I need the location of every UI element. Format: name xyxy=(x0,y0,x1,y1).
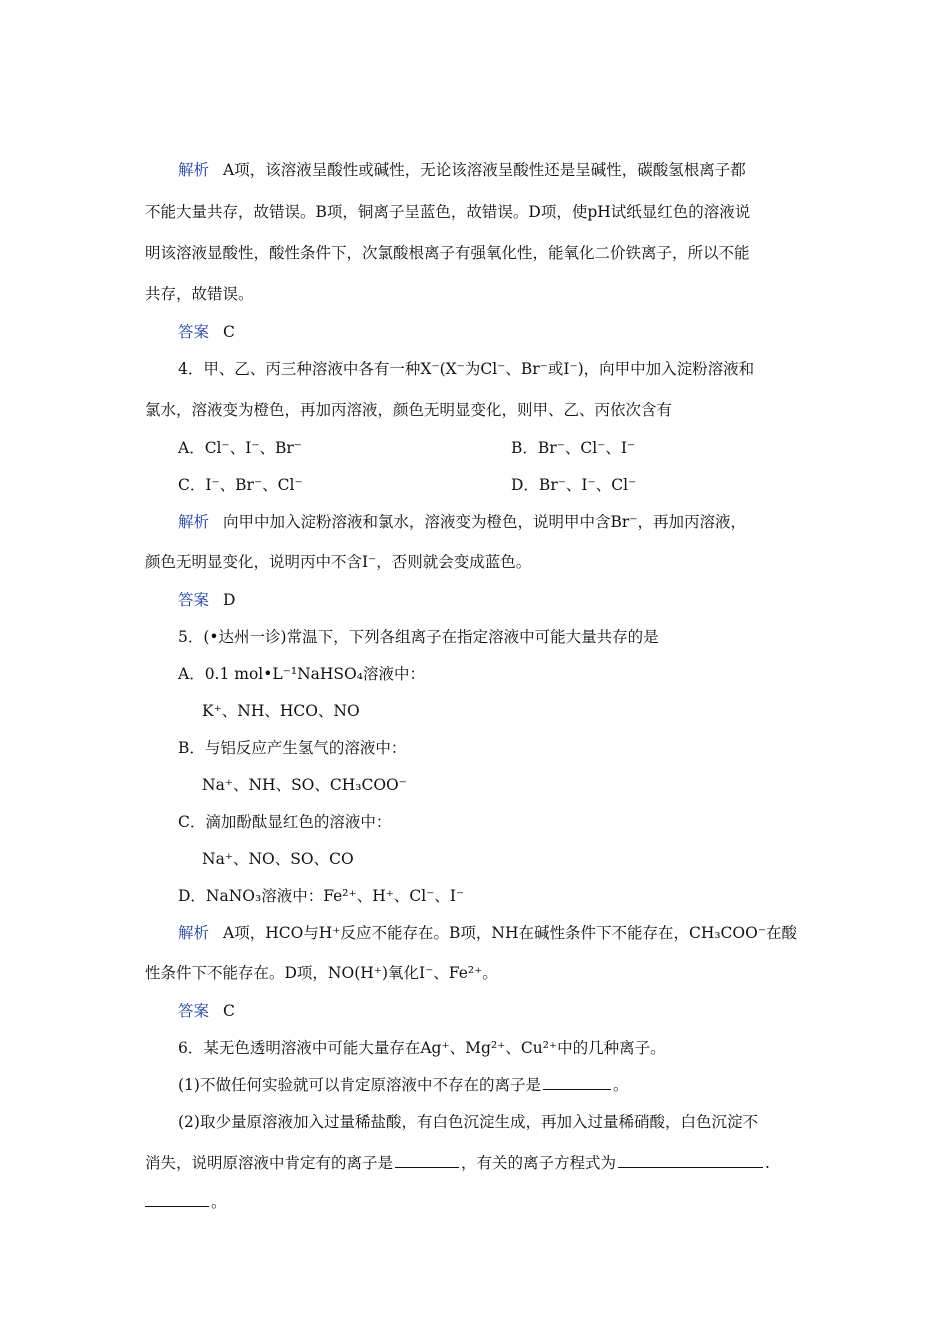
answer-tag: 答案 xyxy=(178,1002,210,1020)
analysis-tag: 解析 xyxy=(178,924,210,942)
question-5-option-a-ions: K⁺、NH、HCO、NO xyxy=(202,702,360,720)
analysis-tag: 解析 xyxy=(178,161,210,179)
answer-blank[interactable] xyxy=(543,1075,611,1090)
question-4-options-row2 xyxy=(178,475,843,495)
analysis-4-line2: 颜色无明显变化，说明丙中不含I⁻，否则就会变成蓝色。 xyxy=(145,553,532,571)
question-6-stem: 6．某无色透明溶液中可能大量存在Ag⁺、Mg²⁺、Cu²⁺中的几种离子。 xyxy=(178,1039,666,1057)
question-5-stem: 5．(•达州一诊)常温下，下列各组离子在指定溶液中可能大量共存的是 xyxy=(178,628,659,646)
analysis-3-line1: 解析 A项，该溶液呈酸性或碱性，无论该溶液呈酸性还是呈碱性，碳酸氢根离子都 xyxy=(178,161,746,179)
question-6-part2-line1: (2)取少量原溶液加入过量稀盐酸，有白色沉淀生成，再加入过量稀硝酸，白色沉淀不 xyxy=(178,1113,758,1131)
analysis-4-line1: 解析 向甲中加入淀粉溶液和氯水，溶液变为橙色，说明甲中含Br⁻，再加丙溶液， xyxy=(178,513,746,531)
option-b: B．Br⁻、Cl⁻、I⁻ xyxy=(511,439,636,457)
question-5-option-b-ions: Na⁺、NH、SO、CH₃COO⁻ xyxy=(202,776,407,794)
answer-blank[interactable] xyxy=(145,1192,209,1207)
option-d: D．Br⁻、I⁻、Cl⁻ xyxy=(511,476,637,494)
question-4-stem-line1: 4．甲、乙、丙三种溶液中各有一种X⁻(X⁻为Cl⁻、Br⁻或I⁻)，向甲中加入淀粉溶液和 xyxy=(178,360,755,378)
answer-value: D xyxy=(223,591,236,609)
option-a: A．Cl⁻、I⁻、Br⁻ xyxy=(178,439,302,457)
answer-value: C xyxy=(223,323,235,341)
analysis-5-line2: 性条件下不能存在。D项，NO(H⁺)氧化I⁻、Fe²⁺。 xyxy=(145,964,498,982)
answer-tag: 答案 xyxy=(178,591,210,609)
question-4-options-row1 xyxy=(178,438,843,458)
analysis-tag: 解析 xyxy=(178,513,210,531)
answer-4 xyxy=(178,590,843,610)
question-6-part2-line3: 。 xyxy=(145,1192,810,1212)
answer-blank[interactable] xyxy=(618,1153,763,1168)
question-5-option-c: C．滴加酚酞显红色的溶液中： xyxy=(178,813,392,831)
answer-value: C xyxy=(223,1002,235,1020)
answer-tag: 答案 xyxy=(178,323,210,341)
question-5-option-a: A．0.1 mol•L⁻¹NaHSO₄溶液中： xyxy=(178,665,425,683)
analysis-5-line1: 解析 A项，HCO与H⁺反应不能存在。B项，NH在碱性条件下不能存在，CH₃COO⁻在酸 xyxy=(178,924,798,942)
analysis-3-line4: 共存，故错误。 xyxy=(145,285,254,303)
analysis-3-line3: 明该溶液显酸性，酸性条件下，次氯酸根离子有强氧化性，能氧化二价铁离子，所以不能 xyxy=(145,244,750,262)
answer-blank[interactable] xyxy=(395,1153,459,1168)
answer-5 xyxy=(178,1001,843,1021)
question-5-option-c-ions: Na⁺、NO、SO、CO xyxy=(202,850,354,868)
question-5-option-d: D．NaNO₃溶液中：Fe²⁺、H⁺、Cl⁻、I⁻ xyxy=(178,887,465,905)
analysis-3-line2: 不能大量共存，故错误。B项，铜离子呈蓝色，故错误。D项，使pH试纸显红色的溶液说 xyxy=(145,203,751,221)
question-4-stem-line2: 氯水，溶液变为橙色，再加丙溶液，颜色无明显变化，则甲、乙、丙依次含有 xyxy=(145,401,673,419)
question-6-part2-line2: 消失，说明原溶液中肯定有的离子是 ，有关的离子方程式为 . xyxy=(145,1154,770,1172)
question-6-part1: (1)不做任何实验就可以肯定原溶液中不存在的离子是 。 xyxy=(178,1076,629,1094)
option-c: C．I⁻、Br⁻、Cl⁻ xyxy=(178,476,303,494)
question-5-option-b: B．与铝反应产生氢气的溶液中： xyxy=(178,739,407,757)
answer-3 xyxy=(178,322,843,342)
